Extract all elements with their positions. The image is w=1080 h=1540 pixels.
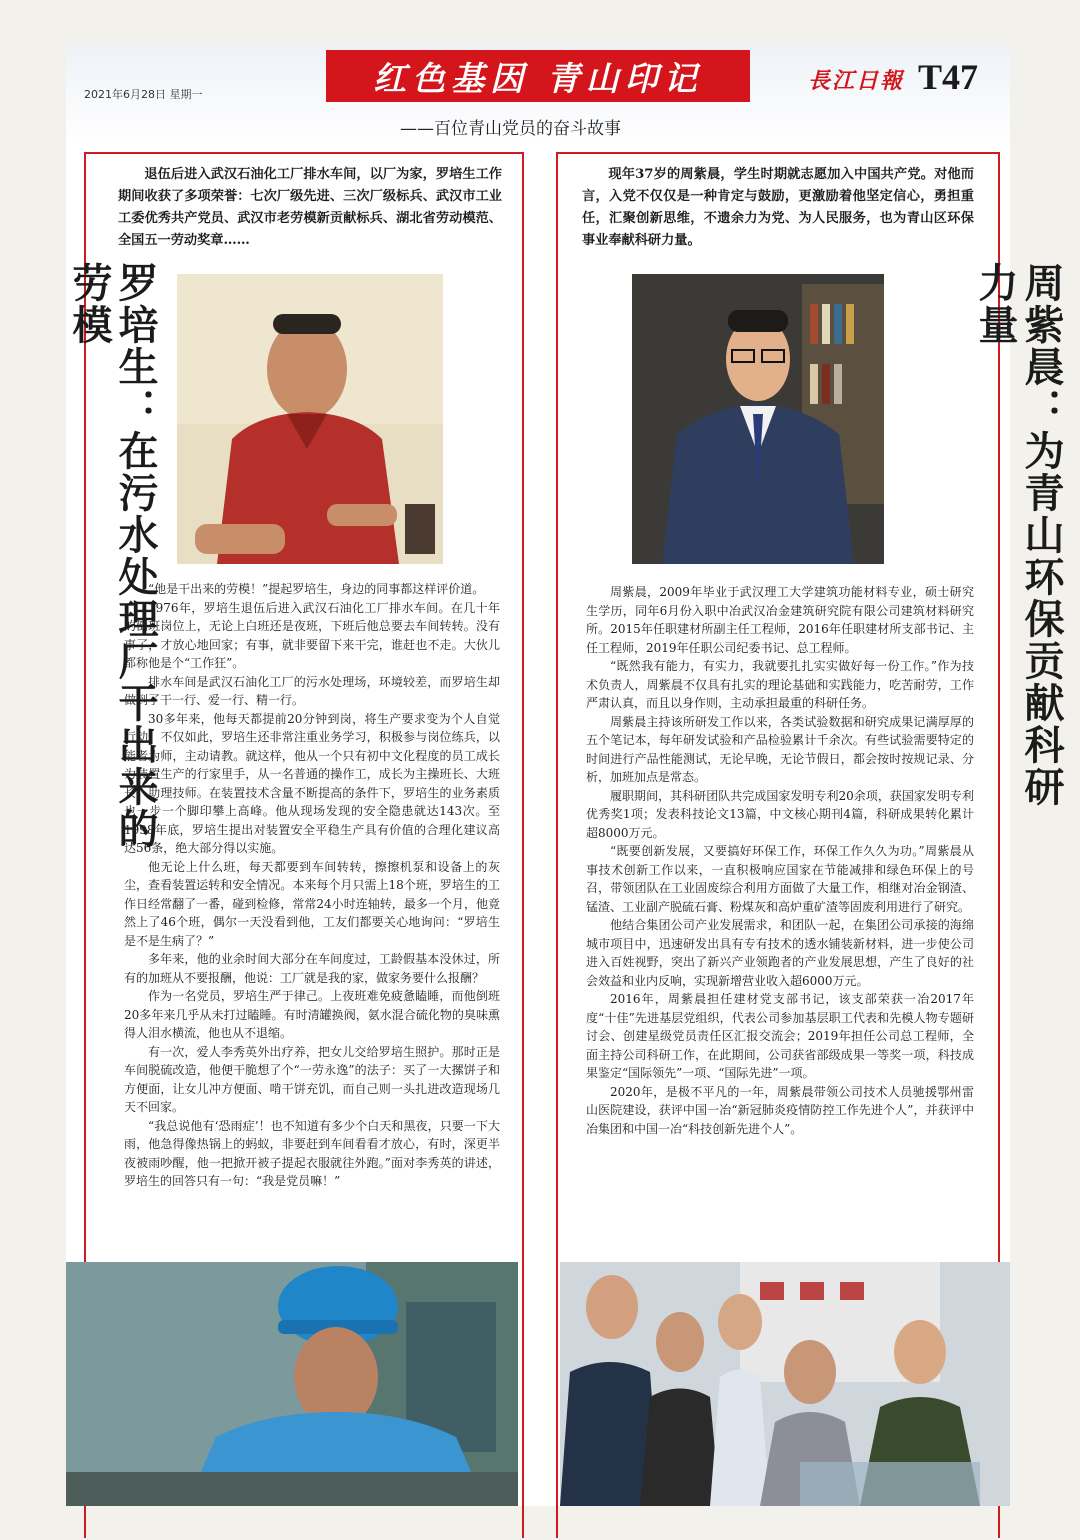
banner-title: 红色基因 青山印记 [373,58,703,98]
left-headline-rest: 在污水处理厂干出来的劳模 [66,262,159,850]
body-paragraph: 履职期间，其科研团队共完成国家发明专利20余项，获国家发明专利优秀奖1项；发表科技论文13篇，中文核心期刊4篇，科研成果转化累计超8000万元。 [586,788,974,840]
body-paragraph: 2020年，是极不平凡的一年，周紫晨带领公司技术人员驰援鄂州雷山医院建设，获评中国一冶“新冠肺炎疫情防控工作先进个人”，并获评中冶集团和中国一冶“科技创新先进个人”。 [586,1084,974,1136]
issue-date: 2021年6月28日 星期一 [84,88,203,101]
body-paragraph: “他是干出来的劳模！”提起罗培生，身边的同事都这样评价道。 [148,582,485,596]
section-banner [326,50,750,102]
section-subtitle: ——百位青山党员的奋斗故事 [400,119,621,139]
right-headline-rest: 为青山环保贡献科研力量 [972,262,1065,808]
body-paragraph: 作为一名党员，罗培生严于律己。上夜班难免疲惫瞌睡，而他倒班20多年来几乎从未打过瞌睡。有时清罐换阀，氨水混合硫化物的臭味熏得人泪水横流，他也从不退缩。 [124,989,500,1040]
right-story-body [586,583,974,1138]
zhou-zichen-portrait-photo [632,274,884,564]
body-paragraph: “既要创新发展，又要搞好环保工作，环保工作久久为功。”周紫晨从事技术创新工作以来，一直积极响应国家在节能减排和绿色环保上的号召，带领团队在工业固废综合利用方面做了大量工作，相继对冶金钢渣、锰渣、工业副产脱硫石膏、粉煤灰和高炉重矿渣等固废利用进行了研究。 [586,844,974,914]
body-paragraph: 1976年，罗培生退伍后进入武汉石油化工厂排水车间。在几十年的倒班岗位上，无论上白班还是夜班，下班后他总要去车间转转。没有事了，才放心地回家；有事，就非要留下来干完，谁赶也不走。大伙儿都称他是个“工作狂”。 [124,600,500,670]
zhou-zichen-team-photo [560,1262,1010,1506]
masthead-logo: 長江日報 [808,68,905,94]
body-paragraph: 有一次，爱人李秀英外出疗养，把女儿交给罗培生照护。那时正是车间脱硫改造，他便干脆想了个“一劳永逸”的法子：买了一大摞饼子和方便面，让女儿冲方便面、啃干饼充饥，而自己则一头扎进改造现场几天不回家。 [124,1044,500,1114]
body-paragraph: 排水车间是武汉石油化工厂的污水处理场，环境较差，而罗培生却做到了干一行、爱一行、精一行。 [124,674,500,707]
left-story-body [124,580,500,1191]
luo-peisheng-portrait-photo [177,274,443,564]
left-headline-name: 罗培生： [112,262,159,430]
body-paragraph: 他结合集团公司产业发展需求，和团队一起，在集团公司承接的海绵城市项目中，迅速研发出具有专有技术的透水铺装新材料，进一步使公司进入百姓视野，突出了新兴产业领跑者的产业发展思想，产生了良好的社会效益和业内反响，实现新增营业收入超6000万元。 [586,918,974,988]
body-paragraph: “我总说他有‘恐雨症’！也不知道有多少个白天和黑夜，只要一下大雨，他急得像热锅上的蚂蚁，非要赶到车间看看才放心，有时，深更半夜被雨吵醒，他一把掀开被子提起衣服就往外跑。”面对李秀英的讲述，罗培生的回答只有一句：“我是党员嘛！” [124,1118,500,1188]
right-story-intro: 现年37岁的周紫晨，学生时期就志愿加入中国共产党。对他而言，入党不仅仅是一种肯定与鼓励，更激励着他坚定信心，勇担重任，汇聚创新思维，不遗余力为党、为人民服务，也为青山区环保事业奉献科研力量。 [582,167,974,248]
page-number: T47 [918,57,979,97]
right-headline-name: 周紫晨： [1018,262,1065,430]
body-paragraph: “既然我有能力，有实力，我就要扎扎实实做好每一份工作。”作为技术负责人，周紫晨不仅具有扎实的理论基础和实践能力，吃苦耐劳，工作严肃认真，而且以身作则，主动承担最重的科研任务。 [586,659,974,710]
body-paragraph: 周紫晨，2009年毕业于武汉理工大学建筑功能材料专业，硕士研究生学历，同年6月份入职中冶武汉冶金建筑研究院有限公司建筑材料研究所。2015年任职建材所副主任工程师，2016年任职建材所支部书记、主任工程师，2019年任职公司纪委书记、总工程师。 [586,585,974,655]
left-story-intro: 退伍后进入武汉石油化工厂排水车间，以厂为家，罗培生工作期间收获了多项荣誉：七次厂级先进、三次厂级标兵、武汉市工业工委优秀共产党员、武汉市老劳模新贡献标兵、湖北省劳动模范、全国五一劳动奖章…… [118,167,502,248]
luo-peisheng-work-photo [66,1262,518,1506]
body-paragraph: 多年来，他的业余时间大部分在车间度过，工龄假基本没休过，所有的加班从不要报酬，他说：工厂就是我的家，做家务要什么报酬？ [124,952,500,985]
body-paragraph: 30多年来，他每天都提前20分钟到岗，将生产要求变为个人自觉行动。不仅如此，罗培生还非常注重业务学习，积极参与岗位练兵，以能者为师，主动请教。就这样，他从一个只有初中文化程度的员工成长为装置生产的行家里手，从一名普通的操作工，成长为主操班长、大班长、助理技师。在装置技术含量不断提高的条件下，罗培生的业务素质也一步一个脚印攀上高峰。他从现场发现的安全隐患就达143次。至1998年底，罗培生提出对装置安全平稳生产具有价值的合理化建议高达56条，绝大部分得以实施。 [124,711,500,855]
body-paragraph: 他无论上什么班，每天都要到车间转转，擦擦机泵和设备上的灰尘，查看装置运转和安全情况。本来每个月只需上18个班，罗培生的工作日经常翻了一番，碰到检修，常常24小时连轴转，最多一个月，他竟然上了46个班，偶尔一天没看到他，工友们都要关心地询问：“罗培生是不是生病了？” [124,859,500,948]
body-paragraph: 周紫晨主持该所研发工作以来，各类试验数据和研究成果记满厚厚的五个笔记本，每年研发试验和产品检验累计千余次。有些试验需要特定的时间进行产品性能测试，无论早晚，无论节假日，都会按时按规记录、分析，加班加点是常态。 [586,714,974,784]
body-paragraph: 2016年，周紫晨担任建材党支部书记，该支部荣获一冶2017年度“十佳”先进基层党组织，代表公司参加基层职工代表和先模人物专题研讨会、创建星级党员责任区汇报交流会；2019年担任公司总工程师，全面主持公司科研工作，在此期间，公司获省部级成果一等奖一项，科技成果鉴定“国际领先”一项、“国际先进”一项。 [586,992,974,1080]
right-story-headline [972,262,1064,822]
